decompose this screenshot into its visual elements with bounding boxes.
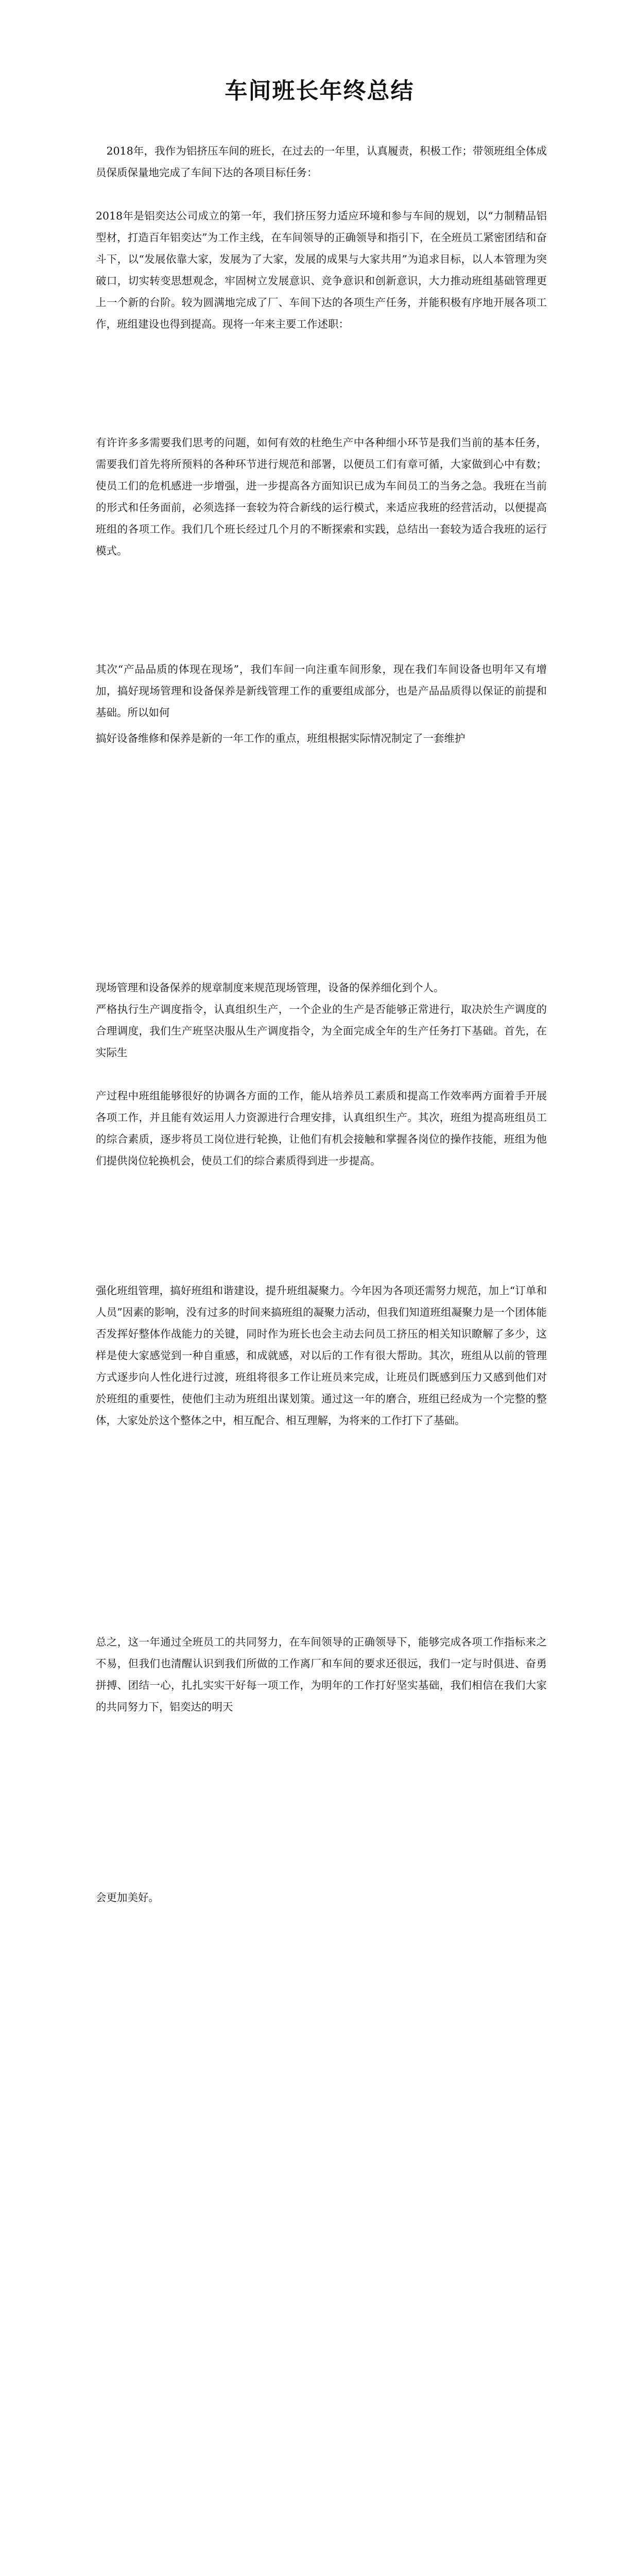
conclusion-paragraph: 总之，这一年通过全班员工的共同努力，在车间领导的正确领导下，能够完成各项工作指标来之不易，但我们也清醒认识到我们所做的工作离厂和车间的要求还很远，我们一定与时俱进、奋勇拼搏、团结一心，扎扎实实干好每一项工作，为明年的工作打好坚实基础，我们相信在我们大家的共同努力下，铝奕达的明天 bbox=[96, 1636, 547, 1713]
team-management-paragraph: 强化班组管理，搞好班组和谐建设，提升班组凝聚力。今年因为各项还需努力规范，加上“订单和人员”因素的影响，没有过多的时间来搞班组的凝聚力活动，但我们知道班组凝聚力是一个团体能否发挥好整体作战能力的关键，同时作为班长也会主动去问员工挤压的相关知识瞭解了多少，这样是使大家感觉到一种自重感，和成就感，对以后的工作有很大帮助。其次，班组从以前的管理方式逐步向人性化进行过渡，班组将很多工作让班员来完成，让班员们既感到压力又感到他们对於班组的重要性，使他们主动为班组出谋划策。通过这一年的磨合，班组已经成为一个完整的整体，大家处於这个整体之中，相互配合、相互理解，为将来的工作打下了基础。 bbox=[96, 1284, 547, 1427]
closing-line: 会更加美好。 bbox=[96, 1891, 159, 1904]
intro-paragraph: 2018年，我作为铝挤压车间的班长，在过去的一年里，认真履责，积极工作；带领班组全体成员保质保量地完成了车间下达的各项目标任务： bbox=[96, 145, 547, 179]
overview-paragraph: 2018年是铝奕达公司成立的第一年，我们挤压努力适应环境和参与车间的规划，以“力制精品铝型材，打造百年铝奕达”为工作主线，在车间领导的正确领导和指引下，在全班员工紧密团结和奋斗下，以“发展依靠大家，发展为了大家，发展的成果与大家共用”为追求目标，以人本管理为突破口，切实转变思想观念，牢固树立发展意识、竞争意识和创新意识，大力推动班组基础管理更上一个新的台阶。较为圆满地完成了厂、车间下达的各项生产任务，并能积极有序地开展各项工作，班组建设也得到提高。现将一年来主要工作述职： bbox=[96, 210, 547, 330]
production-dispatch-paragraph: 严格执行生产调度指令，认真组织生产，一个企业的生产是否能够正常进行，取决於生产调度的合理调度，我们生产班坚决服从生产调度指令，为全面完成全年的生产任务打下基础。首先，在实际生 bbox=[96, 1003, 547, 1059]
document-title: 车间班长年终总结 bbox=[224, 78, 415, 104]
quality-paragraph: 其次“产品品质的体现在现场”，我们车间一向注重车间形象，现在我们车间设备也明年又有增加，搞好现场管理和设备保养是新线管理工作的重要组成部分，也是产品品质得以保证的前提和基础。所以如何 bbox=[96, 663, 547, 719]
maintenance-continuation-paragraph: 现场管理和设备保养的规章制度来规范现场管理，设备的保养细化到个人。 bbox=[96, 981, 444, 994]
maintenance-paragraph: 搞好设备维修和保养是新的一年工作的重点，班组根据实际情况制定了一套维护 bbox=[96, 732, 465, 744]
production-process-paragraph: 产过程中班组能够很好的协调各方面的工作，能从培养员工素质和提高工作效率两方面着手开展各项工作，并且能有效运用人力资源进行合理安排，认真组织生产。其次，班组为提高班组员工的综合素质，逐步将员工岗位进行轮换，让他们有机会接触和掌握各岗位的操作技能，班组为他们提供岗位轮换机会，使员工们的综合素质得到进一步提高。 bbox=[96, 1090, 547, 1167]
operation-mode-paragraph: 有许许多多需要我们思考的问题，如何有效的杜绝生产中各种细小环节是我们当前的基本任务，需要我们首先将所预料的各种环节进行规范和部署，以便员工们有章可循，大家做到心中有数；使员工们的危机感进一步增强，进一步提高各方面知识已成为车间员工的当务之急。我班在当前的形式和任务面前，必须选择一套较为符合新线的运行模式，来适应我班的经营活动，以便提高班组的各项工作。我们几个班长经过几个月的不断探索和实践，总结出一套较为适合我班的运行模式。 bbox=[96, 436, 547, 557]
